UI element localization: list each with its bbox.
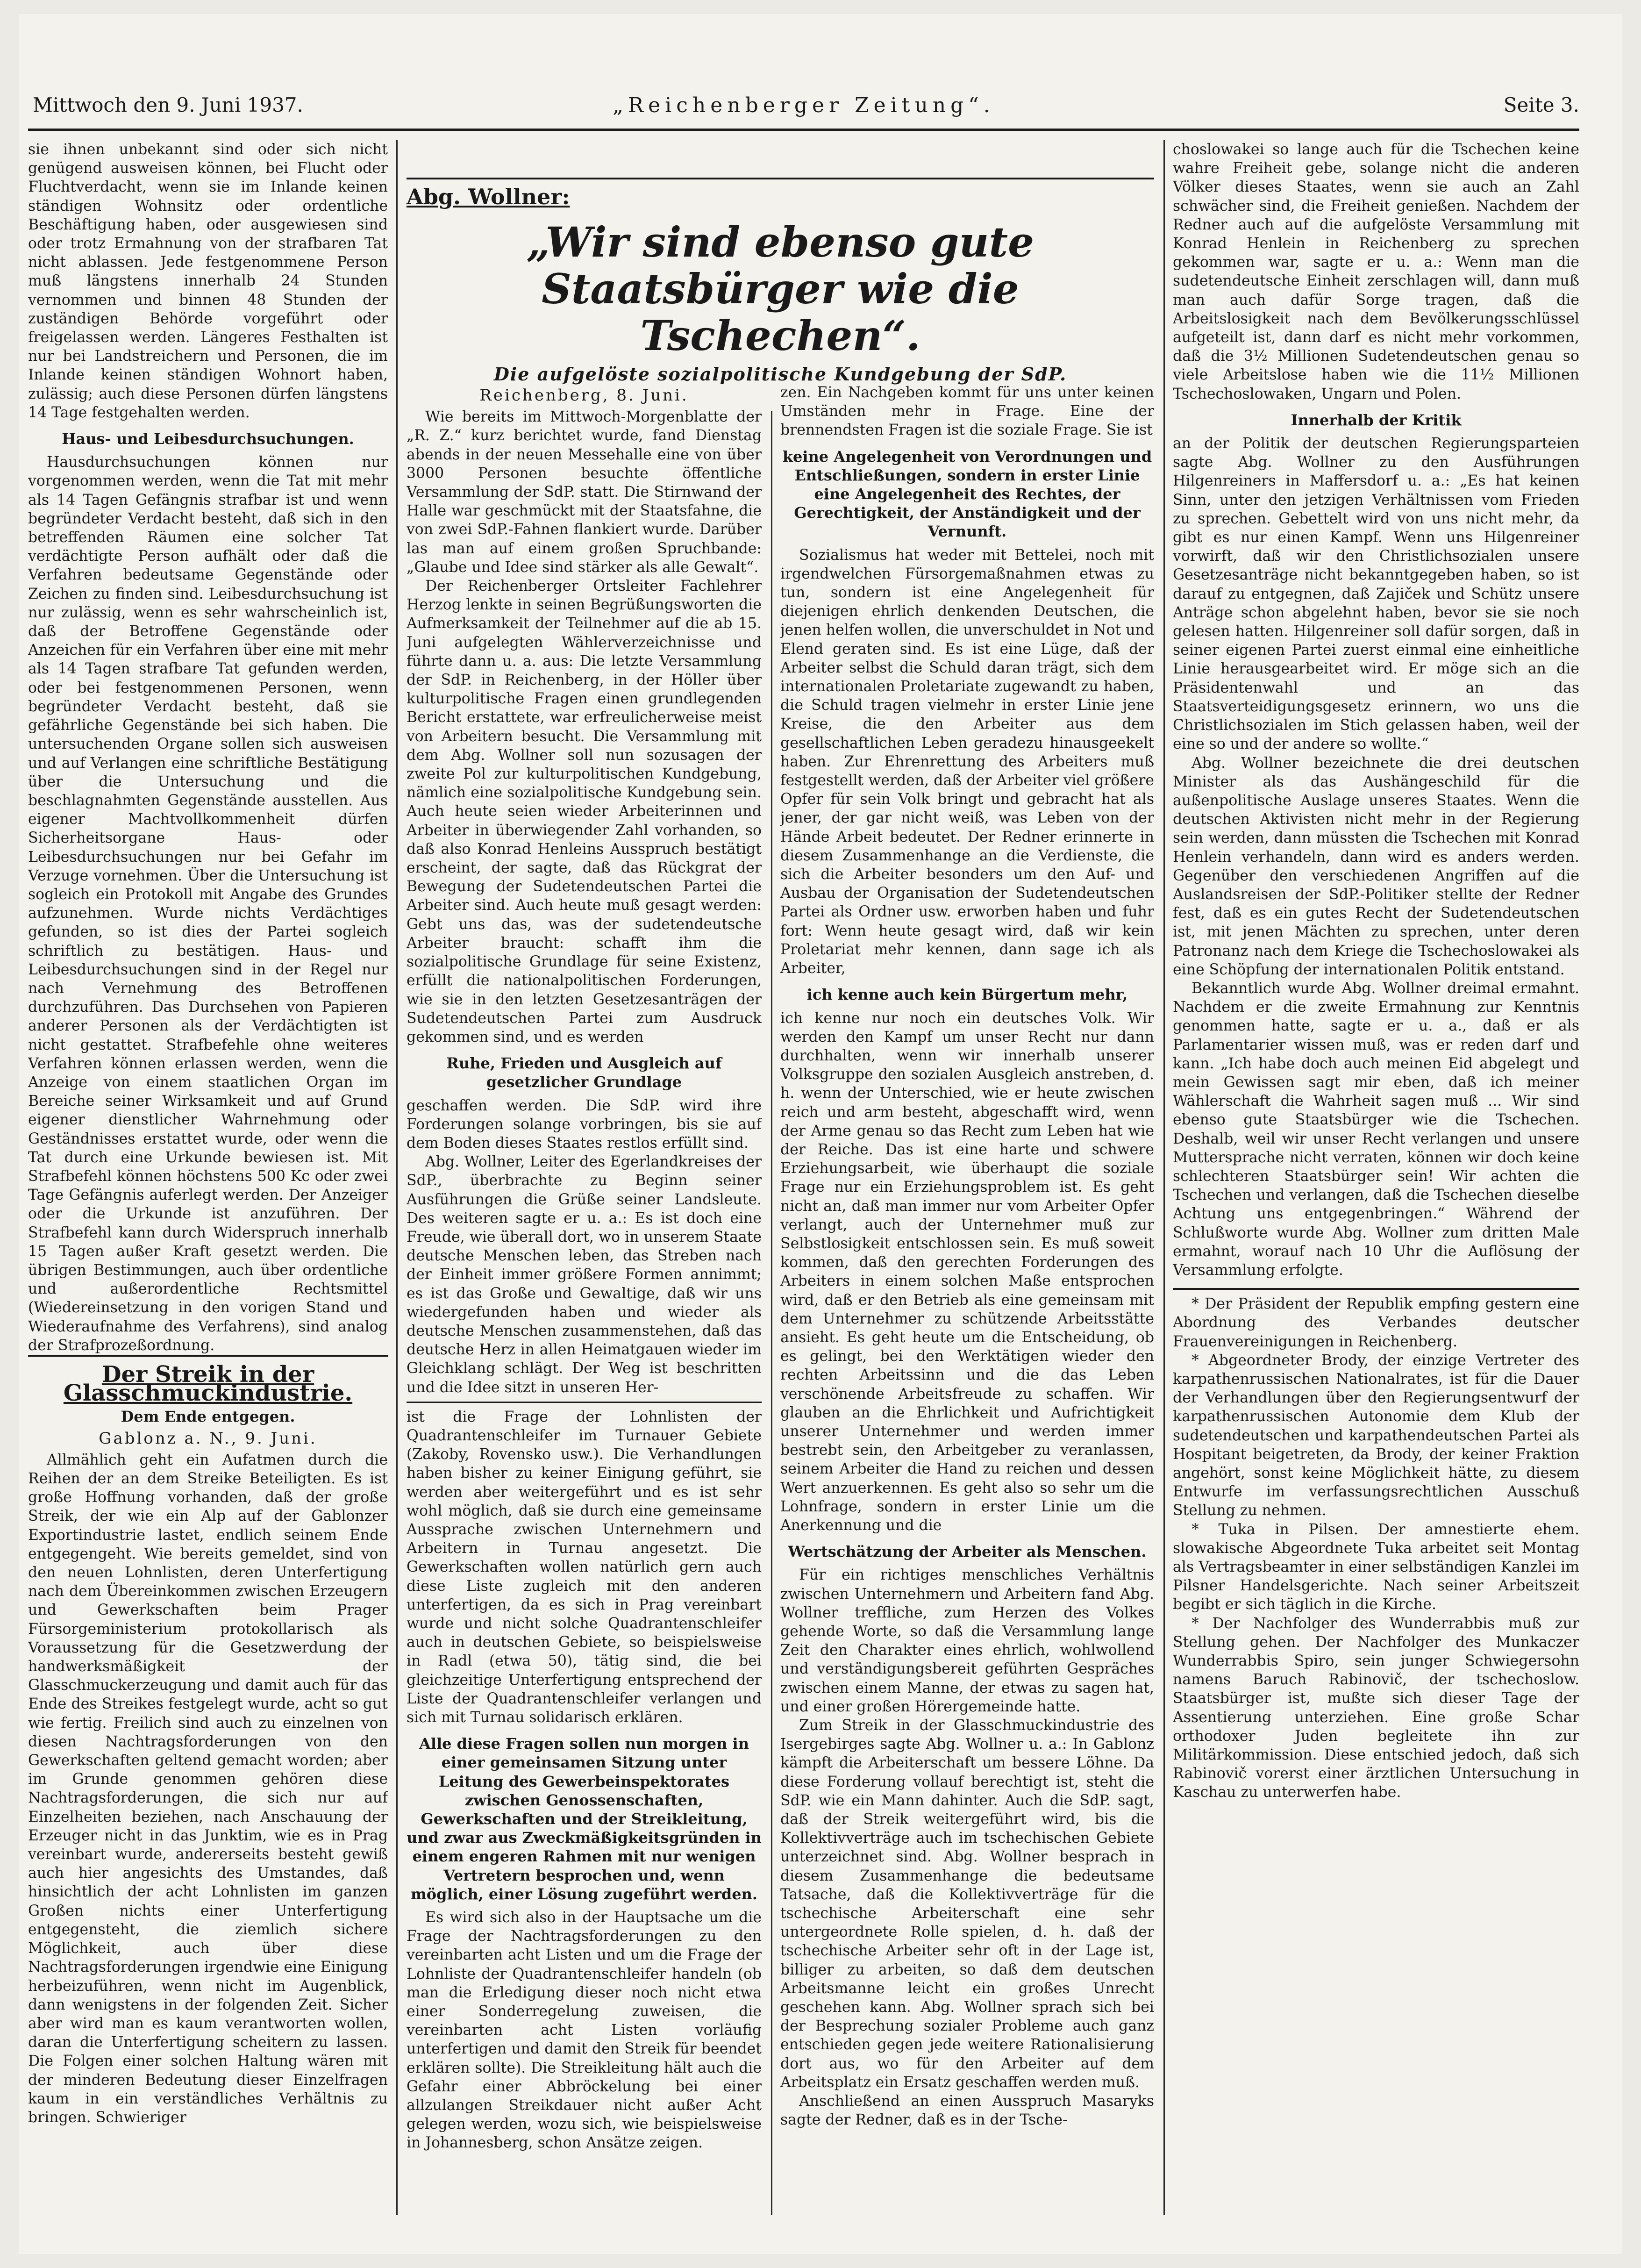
paragraph: Der Reichenberger Ortsleiter Fachlehrer Herzog lenkte in seinen Begrüßungsworten die Aufmerksamkeit der Teilnehmer auf die ab 15. Juni aufgelegten Wählerverzeichnisse und führte dann u. a. aus: Die letzte Versammlung der SdP. in Reichenberg, in der Höller über kulturpolitische Fragen einen grundlegenden Bericht erstattete, war erfreulicherweise meist von Arbeitern besucht. Die Versammlung mit dem Abg. Wollner soll nun sozusagen der zweite Pol zur kulturpolitischen Kundgebung, nämlich eine sozialpolitische Kundgebung sein. Auch heute seien wieder Arbeiterinnen und Arbeiter in überwiegender Zahl vorhanden, so daß also Konrad Henleins Ausspruch bestätigt erscheint, der sagte, daß das Rückgrat der Bewegung der Sudetendeutschen Partei die Arbeiter sind. Auch heute muß gesagt werden: Gebt uns das, was der sudetendeutsche Arbeiter braucht: schafft ihm die sozialpolitische Grundlage für seine Existenz, erfüllt die nationalpolitischen Forderungen, wie sie in den letzten Gesetzesanträgen der Sudetendeutschen Partei zum Ausdruck gekommen sind, und es werden [407, 578, 762, 1045]
paragraph: zen. Ein Nachgeben kommt für uns unter keinen Umständen mehr in Frage. Eine der brennendsten Fragen ist die soziale Frage. Sie ist [780, 384, 1154, 439]
headline-spacer [407, 140, 762, 383]
column-1 [28, 140, 388, 2234]
paragraph: Anschließend an einen Ausspruch Masaryks sagte der Redner, daß es in der Tsche- [780, 2093, 1154, 2129]
paragraph: ich kenne nur noch ein deutsches Volk. Wir werden den Kampf um unser Recht nur dann durchhalten, wenn wir innerhalb unserer Volksgruppe den sozialen Ausgleich anstreben, d. h. wenn der Unterschied, wie er heute zwischen reich und arm besteht, abgeschafft wird, wenn der Arme genau so das Recht zum Leben hat wie der Reiche. Das ist eine harte und schwere Erziehungsarbeit, wie überhaupt die soziale Frage nur ein Erziehungsproblem ist. Es geht nicht an, daß man immer nur vom Arbeiter Opfer verlangt, auch der Unternehmer muß zur Selbstlosigkeit entschlossen sein. Es muß soweit kommen, daß den gerechten Forderungen des Arbeiters in einem solchen Maße entsprochen wird, daß er den Betrieb als eine gemeinsam mit dem Unternehmer zu schützende Arbeitsstätte ansieht. Es geht heute um die Entscheidung, ob es gelingt, bei den Werktätigen wieder den rechten Arbeitssinn und die das Leben verschönende Arbeitsfreude zu schaffen. Wir glauben an die Ehrlichkeit und Aufrichtigkeit unserer Unternehmer und werden immer bestrebt sein, den Arbeitgeber zu veranlassen, seinem Arbeiter die Hand zu reichen und dessen Wert anzuerkennen. Es geht also so sehr um die Lohnfrage, sondern in erster Linie um die Anerkennung und die [780, 1009, 1154, 1534]
section-subhead: ich kenne auch kein Bürgertum mehr, [806, 986, 1128, 1004]
article-headline: Der Streik in der Glasschmuckindustrie. [63, 1361, 353, 1407]
section-rule [407, 1402, 762, 1403]
paragraph: ist die Frage der Lohnlisten der Quadrantenschleifer im Turnauer Gebiete (Zakoby, Rovensko usw.). Die Verhandlungen haben bisher zu keiner Einigung geführt, sie werden aber weitergeführt und es ist sehr wohl möglich, daß sie durch eine gemeinsame Aussprache zwischen Unternehmern und Arbeitern in Turnau angesetzt. Die Gewerkschaften wollen natürlich gern auch diese Liste zugleich mit den anderen unterfertigen, da es sich in Prag vereinbart wurde und nicht solche Quadrantenschleifer auch in deutschen Gebiete, so beispielsweise in Radl (etwa 50), tätig sind, die bei gleichzeitige Unterfertigung entsprechend der Liste der Quadrantenschleifer verlangen und sich mit Turnau solidarisch erklären. [407, 1408, 762, 1726]
column-divider [1163, 140, 1165, 2215]
paragraph: Zum Streik in der Glasschmuckindustrie des Isergebirges sagte Abg. Wollner u. a.: In Gablonz kämpft die Arbeiterschaft um bessere Löhne. Da diese Forderung vollauf berechtigt ist, steht die SdP. wie ein Mann dahinter. Auch die SdP. sagt, daß der Streik weitergeführt wird, bis die Kollektivverträge auch im tschechischen Gebiete unterzeichnet sind. Abg. Wollner besprach in diesem Zusammenhange die bedeutsame Tatsache, daß die Kollektivverträge für die tschechische Arbeiterschaft eine sehr untergeordnete Rolle spielen, d. h. daß der tschechische Arbeiter sehr oft in der Lage ist, billiger zu arbeiten, so daß dem deutschen Arbeitsmanne leicht ein großes Unrecht geschehen kann. Abg. Wollner sprach sich bei der Besprechung sozialer Probleme auch ganz entschieden gegen jede weitere Rationalisierung dort aus, wo für den Arbeiter auf dem Arbeitsplatz ein Ersatz geschaffen werden muß. [780, 1717, 1154, 2091]
paragraph: Bekanntlich wurde Abg. Wollner dreimal ermahnt. Nachdem er die zweite Ermahnung zur Kenntnis genommen hatte, sagte er u. a., daß er als Parlamentarier wissen muß, was er reden darf und kann. „Ich habe doch auch meinen Eid abgelegt und mein Gewissen sagt mir eben, daß ich meiner Wählerschaft die Wahrheit sagen muß ... Wir sind ebenso gute Staatsbürger wie die Tschechen. Deshalb, weil wir unser Recht verlangen und unsere Muttersprache nicht verraten, können wir doch keine schlechteren Staatsbürger sein! Wir achten die Tschechen und verlangen, daß die Tschechen dieselbe Achtung uns entgegenbringen.“ Während der Schlußworte wurde Abg. Wollner zum dritten Male ermahnt, worauf nach 10 Uhr die Auflösung der Versammlung erfolgte. [1173, 980, 1579, 1279]
headline-spacer [780, 140, 1154, 383]
news-item: * Der Nachfolger des Wunderrabbis muß zur Stellung gehen. Der Nachfolger des Munkaczer Wunderrabbis Spiro, sein junger Schwiegersohn namens Baruch Rabinovič, der tschechoslow. Staatsbürger ist, mußte sich dieser Tage der Assentierung unterziehen. Eine große Schar orthodoxer Juden begleitete ihn zur Militärkommission. Diese entschied jedoch, daß sich Rabinovič vorerst einer ärztlichen Untersuchung in Kaschau zu unterwerfen habe. [1173, 1615, 1579, 1801]
column-divider [396, 140, 398, 2215]
section-subhead: Alle diese Fragen sollen nun morgen in einer gemeinsamen Sitzung unter Leitung des Gewerbeinspektorates zwischen Genossenschaften, Gewerkschaften und der Streikleitung, und zwar aus Zweckmäßigkeitsgründen in einem engeren Rahmen mit nur wenigen Vertretern besprochen und, wenn möglich, einer Lösung zugeführt werden. [407, 1735, 762, 1903]
section-subhead: Wertschätzung der Arbeiter als Menschen. [788, 1543, 1147, 1561]
page-header [28, 93, 1579, 126]
paragraph: choslowakei so lange auch für die Tschechen keine wahre Freiheit gebe, solange nicht die anderen Völker dieses Staates, wenn sie auch an Zahl schwächer sind, die Freiheit genießen. Nachdem der Redner auch auf die aufgelöste Versammlung mit Konrad Henlein in Reichenberg zu sprechen gekommen war, sagte er u. a.: Wenn man die sudetendeutsche Einheit zerschlagen will, dann muß man auch dafür Sorge tragen, daß die Arbeitslosigkeit nach dem Bevölkerungsschlüssel aufgeteilt ist, dann darf es nicht mehr vorkommen, daß die 3½ Millionen Sudetendeutschen genau so viele Arbeitslose haben wie die 11½ Millionen Tschechoslowaken, Ungarn und Polen. [1173, 141, 1579, 402]
column-4 [1173, 140, 1579, 2234]
column-divider [771, 411, 772, 2215]
article-kicker: Abg. Wollner: [407, 184, 570, 209]
column-3 [780, 140, 1154, 2234]
paragraph: sie ihnen unbekannt sind oder sich nicht genügend ausweisen können, bei Flucht oder Fluchtverdacht, wenn sie im Inlande keinen ständigen Wohnsitz oder ordentliche Beschäftigung haben, oder ausgewiesen sind oder trotz Ermahnung von der strafbaren Tat nicht ablassen. Jede festgenommene Person muß längstens innerhalb 24 Stunden vernommen und binnen 48 Stunden der zuständigen Behörde vorgeführt oder freigelassen werden. Längeres Festhalten ist nur bei Landstreichern und Personen, die im Inlande keinen ständigen Wohnort haben, zulässig; auch diese Personen dürfen längstens 14 Tage festgehalten werden. [28, 141, 388, 421]
article-dateline: Gablonz a. N., 9. Juni. [99, 1429, 317, 1448]
news-notes [1173, 1288, 1579, 1802]
news-item: * Tuka in Pilsen. Der amnestierte ehem. slowakische Abgeordnete Tuka arbeitet seit Montag als Vertragsbeamter in einer selbständigen Kanzlei im Pilsner Handelsgerichte. Nach seiner Arbeitszeit begibt er sich täglich in die Kirche. [1173, 1521, 1579, 1613]
article-subtitle: Dem Ende entgegen. [121, 1408, 295, 1426]
strike-article [28, 1355, 388, 2127]
paragraph: Es wird sich also in der Hauptsache um die Frage der Nachtragsforderungen zu den vereinbarten acht Listen und um die Frage der Lohnliste der Quadrantenschleifer handeln (ob man die Erledigung dieser noch nicht etwa einer Sonderregelung zuweisen, die vereinbarten acht Listen vorläufig unterfertigen und damit den Streik für beendet erklären sollte). Die Streikleitung hält auch die Gefahr einer Abbröckelung bei einer allzulangen Streikdauer nicht außer Acht gelegen werden, wozu sich, wie beispielsweise in Johannesberg, schon Ansätze zeigen. [407, 1909, 762, 2152]
section-subhead: Ruhe, Frieden und Ausgleich auf gesetzlicher Grundlage [446, 1054, 722, 1091]
section-subhead: keine Angelegenheit von Verordnungen und Entschließungen, sondern in erster Linie eine Angelegenheit des Rechtes, der Gerechtigkeit, der Anständigkeit und der Vernunft. [782, 447, 1152, 541]
paragraph: Allmählich geht ein Aufatmen durch die Reihen der an dem Streike Beteiligten. Es ist große Hoffnung vorhanden, daß der große Streik, der wie ein Alp auf der Gablonzer Exportindustrie lastet, endlich seinem Ende entgegengeht. Wie bereits gemeldet, sind von den neuen Lohnlisten, deren Unterfertigung nach dem Übereinkommen zwischen Erzeugern und Gewerkschaften beim Prager Fürsorgeministerium protokollarisch als Voraussetzung für die Gesetzwerdung der handwerksmäßigkeit der Glasschmuckerzeugung und damit auch für das Ende des Streikes festgelegt wurde, acht so gut wie fertig. Freilich sind auch zu einzelnen von diesen Nachtragsforderungen von den Gewerkschaften geltend gemacht worden; aber im Grunde genommen gehören diese Nachtragsforderungen, die sich nur auf Einzelheiten beziehen, nach Anschauung der Erzeuger nicht in das Junktim, wie es in Prag vereinbart wurde, andererseits besteht gewiß auch hier angesichts des Umstandes, daß hinsichtlich der acht Lohnlisten im ganzen Großen nichts einer Unterfertigung entgegensteht, die ziemlich sichere Möglichkeit, auch über diese Nachtragsforderungen irgendwie eine Einigung herbeizuführen, wenn nicht im Augenblick, dann wenigstens in der folgenden Zeit. Sicher aber wird man es kaum verantworten wollen, daran die Unterfertigung scheitern zu lassen. Die Folgen einer solchen Haltung wären mit der minderen Bedeutung dieser Einzelfragen kaum in ein verständliches Verhältnis zu bringen. Schwieriger [28, 1451, 388, 2126]
column-2 [407, 140, 762, 2234]
paragraph: geschaffen werden. Die SdP. wird ihre Forderungen solange vorbringen, bis sie auf dem Boden dieses Staates restlos erfüllt sind. [407, 1097, 762, 1152]
news-item: * Abgeordneter Brody, der einzige Vertreter des karpathenrussischen Nationalrates, ist für die Dauer der Verhandlungen über den Regierungsentwurf der karpathenrussischen Autonomie dem Klub der sudetendeutschen und karpathendeutschen Partei als Hospitant beigetreten, da Brody, der keiner Fraktion angehört, sonst keine Möglichkeit hätte, zu diesem Entwurfe im verfassungsrechtlichen Ausschuß Stellung zu nehmen. [1173, 1352, 1579, 1519]
page-number: Seite 3. [1503, 93, 1579, 116]
issue-date: Mittwoch den 9. Juni 1937. [33, 93, 303, 116]
paragraph: Wie bereits im Mittwoch-Morgenblatte der „R. Z.“ kurz berichtet wurde, fand Dienstag abends in der neuen Messehalle eine von über 3000 Personen besuchte öffentliche Versammlung der SdP. statt. Die Stirnwand der Halle war geschmückt mit der Staatsfahne, die von zwei SdP.-Fahnen flankiert wurde. Darüber las man auf einem großen Spruchbande: „Glaube und Idee sind stärker als alle Gewalt“. [407, 408, 762, 576]
newspaper-title: „Reichenberger Zeitung“. [613, 93, 995, 117]
header-rule [28, 129, 1579, 131]
news-item: * Der Präsident der Republik empfing gestern eine Abordnung des Verbandes deutscher Frauenvereinigungen in Reichenberg. [1173, 1295, 1579, 1350]
paragraph: an der Politik der deutschen Regierungsparteien sagte Abg. Wollner zu den Ausführungen Hilgenreiners in Maffersdorf u. a.: „Es hat keinen Sinn, unter den jetzigen Verhältnissen vom Frieden zu sprechen. Gebettelt wird von uns nicht mehr, da gibt es nur einen Kampf. Wenn uns Hilgenreiner vorwirft, daß wir den Christlichsozialen unsere Gesetzesanträge nicht bekanntgegeben haben, so ist darauf zu entgegnen, daß Zajiček und Schütz unsere Anträge schon abgelehnt haben, bevor sie sie noch gelesen hatten. Hilgenreiner soll dafür sorgen, daß in seiner eigenen Partei zuerst einmal eine einheitliche Linie herausgearbeitet wird. Er möge sich an die Präsidentenwahl und an das Staatsverteidigungsgesetz erinnern, wo uns die Christlichsozialen im Stich gelassen haben, weil der eine so und der andere so wollte.“ [1173, 435, 1579, 753]
paragraph: Hausdurchsuchungen können nur vorgenommen werden, wenn die Tat mit mehr als 14 Tagen Gefängnis strafbar ist und wenn begründeter Verdacht besteht, daß sich in den betreffenden Räumen eine solcher Tat verdächtigte Person aufhält oder daß die Verfahren bedeutsame Gegenstände oder Zeichen zu finden sind. Leibesdurchsuchung ist nur zulässig, wenn es sehr wahrscheinlich ist, daß der Betroffene Gegenstände oder Anzeichen für ein Verfahren über eine mit mehr als 14 Tagen strafbare Tat gefunden werden, oder bei festgenommenen Personen, wenn begründeter Verdacht besteht, daß sie gefährliche Gegenstände bei sich haben. Die untersuchenden Organe sollen sich ausweisen und auf Verlangen eine schriftliche Bestätigung über die Untersuchung und die beschlagnahmten Gegenstände ausstellen. Aus eigener Machtvollkommenheit dürfen Sicherheitsorgane Haus- oder Leibesdurchsuchungen nur bei Gefahr im Verzuge vornehmen. Über die Untersuchung ist sogleich ein Protokoll mit Angabe des Grundes aufzunehmen. Wurde nichts Verdächtiges gefunden, so ist dies der Partei sogleich schriftlich zu bestätigen. Haus- und Leibesdurchsuchungen sind in der Regel nur nach Vernehmung des Betroffenen durchzuführen. Das Durchsehen von Papieren anderer Personen als der Verdächtigten ist nicht gestattet. Strafbefehle ohne weiteres Verfahren können erlassen werden, wenn die Anzeige von einem staatlichen Organ im Bereiche seiner Wirksamkeit und auf Grund eigener dienstlicher Wahrnehmung oder Geständnisses erstattet wurde, oder wenn die Tat durch eine Urkunde bewiesen ist. Mit Strafbefehl können höchstens 500 Kc oder zwei Tage Gefängnis auferlegt werden. Der Anzeiger oder die Urkunde ist anzuführen. Der Strafbefehl kann durch Widerspruch innerhalb 15 Tagen außer Kraft gesetzt werden. Die übrigen Bestimmungen, auch über ordentliche und außerordentliche Rechtsmittel (Wiedereinsetzung in den vorigen Stand und Wiederaufnahme des Verfahrens), sind analog der Strafprozeßordnung. [28, 454, 388, 1354]
paragraph: Für ein richtiges menschliches Verhältnis zwischen Unternehmern und Arbeitern fand Abg. Wollner treffliche, zum Herzen des Volkes gehende Worte, so daß die Versammlung lange Zeit den Charakter eines ehrlich, wohlwollend und verständigungsbereit geführten Gespräches zwischen einem Manne, der etwas zu sagen hat, und einer großen Hörergemeinde hatte. [780, 1567, 1154, 1715]
article-headline: „Wir sind ebenso gute Staatsbürger wie die Tschechen“. [526, 218, 1035, 360]
paragraph: Sozialismus hat weder mit Bettelei, noch mit irgendwelchen Fürsorgemaßnahmen etwas zu tun, sondern ist eine Angelegenheit für diejenigen ehrlich denkenden Deutschen, die jenen helfen wollen, die unverschuldet in Not und Elend geraten sind. Es ist eine Lüge, daß der Arbeiter selbst die Schuld daran trägt, sich dem internationalen Proletariate zugewandt zu haben, die Schuld tragen vielmehr in erster Linie jene Kreise, die den Arbeiter aus dem gesellschaftlichen Leben geradezu hinausgeekelt haben. Zur Ehrenrettung des Arbeiters muß festgestellt werden, daß der Arbeiter viel größere Opfer für sein Volk bringt und gebracht hat als jener, der gar nicht weiß, was Leben von der Hände Arbeit bedeutet. Der Redner erinnerte in diesem Zusammenhange an die Verdienste, die sich die Arbeiter besonders um den Auf- und Ausbau der Organisation der Sudetendeutschen Partei als Ordner usw. erworben haben und fuhr fort: Wenn heute gesagt wird, daß wir kein Proletariat mehr kennen, dann sage ich als Arbeiter, [780, 546, 1154, 977]
section-subhead: Haus- und Leibesdurchsuchungen. [62, 430, 354, 448]
article-dateline: Reichenberg, 8. Juni. [479, 386, 689, 405]
section-subhead: Innerhalb der Kritik [1291, 411, 1462, 429]
paragraph: Abg. Wollner bezeichnete die drei deutschen Minister als das Aushängeschild für die außenpolitische Auslage unseres Staates. Wenn die deutschen Aktivisten nicht mehr in der Regierung sein werden, dann müssten die Tschechen mit Konrad Henlein verhandeln, dann wird es anders werden. Gegenüber den verschiedenen Angriffen auf die Auslandsreisen der SdP.-Politiker stellte der Redner fest, daß es ein gutes Recht der Sudetendeutschen ist, mit jenen Mächten zu sprechen, unter deren Patronanz nach dem Kriege die Tschechoslowakei als eine Schöpfung der internationalen Politik entstand. [1173, 754, 1579, 978]
paragraph: Abg. Wollner, Leiter des Egerlandkreises der SdP., überbrachte zu Beginn seiner Ausführungen die Grüße seiner Landsleute. Des weiteren sagte er u. a.: Es ist doch eine Freude, wie überall dort, wo in unserem Staate deutsche Menschen leben, das Streben nach der Einheit immer größere Formen annimmt; es ist das Große und Gewaltige, daß wir uns wiedergefunden haben und wieder als deutsche Menschen zusammenstehen, daß das deutsche Herz in allen Heimatgauen wieder im Gleichklang schlägt. Der Weg ist beschritten und die Idee sitzt in unseren Her- [407, 1153, 762, 1396]
article-deck: Die aufgelöste sozialpolitische Kundgebung der SdP. [493, 364, 1067, 385]
